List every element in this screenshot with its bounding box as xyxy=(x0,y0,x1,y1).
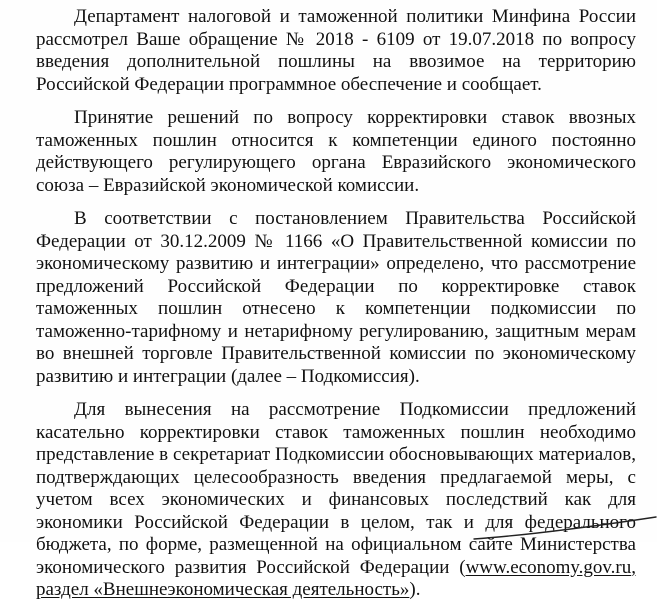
requirements-text: Для вынесения на рассмотрение Подкомиссии предложений касательно корректировки ставок таможенных пошлин необходимо представление в секретариат Подкомиссии обосновывающих материалов, подтверждающих целесообразность введения предлагаемой меры, с учетом всех экономических и финансовых последствий как для экономики Российской Федерации в целом, так и для федерального бюджета, по форме, размещенной на официальном сайте Министерства экономического развития Российской Федерации ( xyxy=(36,399,636,578)
requirements-closing: ). xyxy=(409,579,421,600)
letter-body xyxy=(36,6,636,602)
ministry-website-section: , раздел «Внешнеэкономическая деятельность» xyxy=(36,556,636,600)
paragraph-department-response: Департамент налоговой и таможенной политики Минфина России рассмотрел Ваше обращение № 2018 - 6109 от 19.07.2018 по вопросу введения дополнительной пошлины на ввозимое на территорию Российской Федерации программное обеспечение и сообщает. xyxy=(36,6,636,95)
paragraph-submission-requirements xyxy=(36,399,636,602)
paragraph-eec-competence: Принятие решений по вопросу корректировки ставок ввозных таможенных пошлин относится к компетенции единого постоянно действующего регулирующего органа Евразийского экономического союза – Евразийской экономической комиссии. xyxy=(36,107,636,196)
paragraph-government-resolution: В соответствии с постановлением Правительства Российской Федерации от 30.12.2009 № 1166 «О Правительственной комиссии по экономическому развитию и интеграции» определено, что рассмотрение предложений Российской Федерации по корректировке ставок таможенных пошлин отнесено к компетенции подкомиссии по таможенно-тарифному и нетарифному регулированию, защитным мерам во внешней торговле Правительственной комиссии по экономическому развитию и интеграции (далее – Подкомиссия). xyxy=(36,208,636,387)
ministry-website-url: www.economy.gov.ru xyxy=(465,556,632,578)
